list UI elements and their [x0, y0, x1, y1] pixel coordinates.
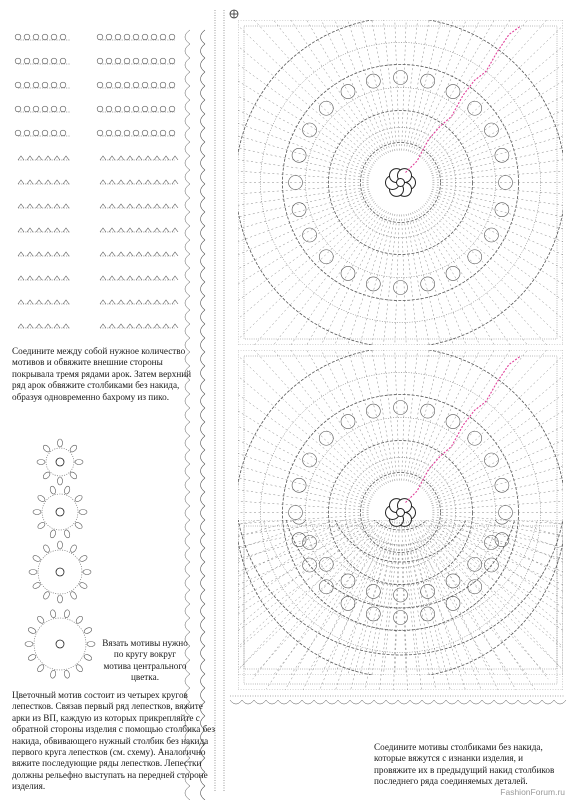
picot-chain — [15, 34, 70, 40]
picot-chain — [15, 82, 70, 88]
picot-chain — [15, 106, 70, 112]
picot-chain — [100, 180, 178, 184]
watermark: FashionForum.ru — [500, 787, 565, 797]
picot-chain — [100, 204, 178, 208]
flower-stage-3 — [29, 541, 91, 603]
motif-instruction: Вязать мотивы нужно по кругу вокруг мотива центрального цветка. — [102, 638, 188, 683]
picot-chain — [100, 228, 178, 232]
picot-chain — [15, 130, 70, 136]
joining-instruction: Соедините мотивы столбиками без накида, которые вяжутся с изнанки изделия, и провяжите их в предыдущий накид столбиков последнего ряда соединяемых деталей. — [374, 742, 555, 787]
square-motif — [161, 273, 571, 753]
picot-chain — [100, 300, 178, 304]
flower-stage-4 — [25, 609, 95, 678]
picot-chain — [97, 34, 175, 40]
picot-chain — [100, 156, 178, 160]
flower-stage-1 — [37, 439, 83, 485]
picot-chain — [18, 204, 70, 208]
edging-instruction: Соедините между собой нужное количество мотивов и обвяжите внешние стороны покрывала тремя рядами арок. Затем верхний ряд арок обвяжите столбиками без накида, образуя одновременно бахрому из пико. — [12, 346, 192, 402]
fringe-edging — [15, 34, 178, 328]
picot-chain — [18, 276, 70, 280]
edging-rows — [185, 10, 566, 800]
picot-chain — [100, 276, 178, 280]
picot-chain — [18, 324, 70, 328]
picot-chain — [18, 180, 70, 184]
start-mark-icon — [230, 10, 238, 18]
picot-chain — [97, 106, 175, 112]
picot-chain — [18, 156, 70, 160]
picot-chain — [100, 252, 178, 256]
picot-chain — [97, 130, 175, 136]
picot-chain — [18, 228, 70, 232]
flower-stage-2 — [33, 486, 87, 539]
square-motifs — [161, 0, 571, 752]
picot-chain — [18, 252, 70, 256]
picot-chain — [15, 58, 70, 64]
picot-chain — [100, 324, 178, 328]
picot-chain — [97, 82, 175, 88]
flower-motif-stages — [25, 439, 95, 679]
flower-instruction: Цветочный мотив состоит из четырех кругов лепестков. Связав первый ряд лепестков, вяжите арки из ВП, каждую из которых прикрепляйте с обратной стороны изделия с помощью столбика без накида, обвивающего нужный столбик без накида первого круга лепестков (см. схему). Аналогично вяжите последующие ряды лепестков. Лепестки должны рельефно выступать на передней стороне изделия. — [12, 690, 215, 792]
square-motif — [161, 0, 571, 422]
picot-chain — [18, 300, 70, 304]
picot-chain — [97, 58, 175, 64]
